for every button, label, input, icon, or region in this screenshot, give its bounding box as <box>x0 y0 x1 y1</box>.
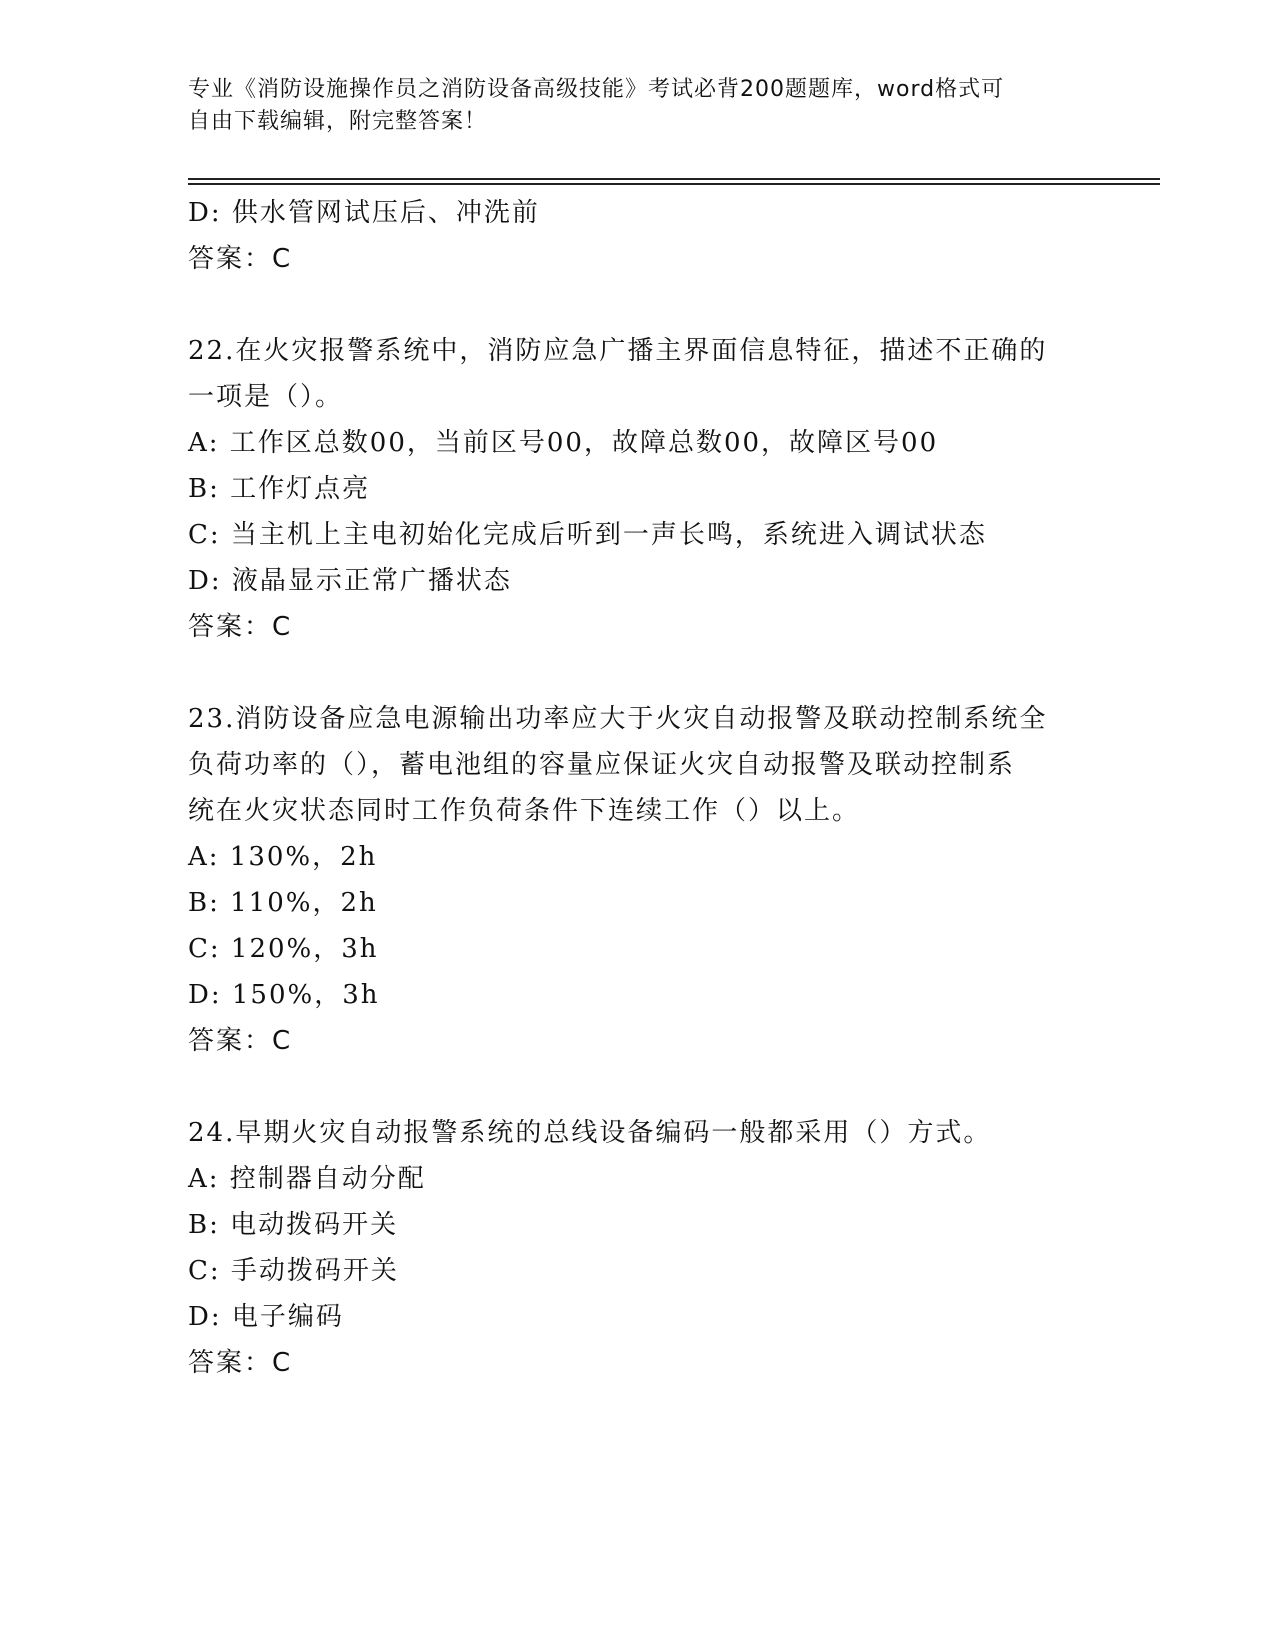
question-stem: 24.早期火灾自动报警系统的总线设备编码一般都采用（）方式。 <box>188 1118 992 1148</box>
page-header <box>188 74 1088 138</box>
answer: 答案：C <box>188 1026 293 1056</box>
question-stem: 一项是（）。 <box>188 382 344 412</box>
option-b: B: 电动拨码开关 <box>188 1210 399 1240</box>
question-22 <box>188 328 1088 650</box>
question-23 <box>188 696 1088 1064</box>
question-24 <box>188 1110 1088 1386</box>
option-d: D: 液晶显示正常广播状态 <box>188 566 512 596</box>
question-stem: 22.在火灾报警系统中，消防应急广播主界面信息特征，描述不正确的 <box>188 336 1048 366</box>
option-d: D: 150%，3h <box>188 980 380 1010</box>
option-d: D: 供水管网试压后、冲洗前 <box>188 198 540 228</box>
answer: 答案：C <box>188 612 293 642</box>
header-divider-bottom <box>188 183 1160 185</box>
header-line-1: 专业《消防设施操作员之消防设备高级技能》考试必背200题题库，word格式可 <box>188 77 1005 102</box>
option-a: A: 130%，2h <box>188 842 378 872</box>
option-b: B: 110%，2h <box>188 888 378 918</box>
header-line-2: 自由下载编辑，附完整答案！ <box>188 109 488 134</box>
question-stem: 负荷功率的（），蓄电池组的容量应保证火灾自动报警及联动控制系 <box>188 750 1016 780</box>
option-d: D: 电子编码 <box>188 1302 344 1332</box>
option-c: C: 手动拨码开关 <box>188 1256 399 1286</box>
answer: 答案：C <box>188 1348 293 1378</box>
header-divider-top <box>188 178 1160 180</box>
spacer <box>188 1064 1088 1110</box>
question-stem: 统在火灾状态同时工作负荷条件下连续工作（）以上。 <box>188 796 861 826</box>
option-a: A: 工作区总数00，当前区号00，故障总数00，故障区号00 <box>188 428 939 458</box>
option-b: B: 工作灯点亮 <box>188 474 371 504</box>
option-c: C: 当主机上主电初始化完成后听到一声长鸣，系统进入调试状态 <box>188 520 987 550</box>
document-body <box>188 190 1088 1386</box>
question-21-tail <box>188 190 1088 282</box>
spacer <box>188 282 1088 328</box>
option-a: A: 控制器自动分配 <box>188 1164 426 1194</box>
question-stem: 23.消防设备应急电源输出功率应大于火灾自动报警及联动控制系统全 <box>188 704 1048 734</box>
answer: 答案：C <box>188 244 293 274</box>
spacer <box>188 650 1088 696</box>
option-c: C: 120%，3h <box>188 934 379 964</box>
